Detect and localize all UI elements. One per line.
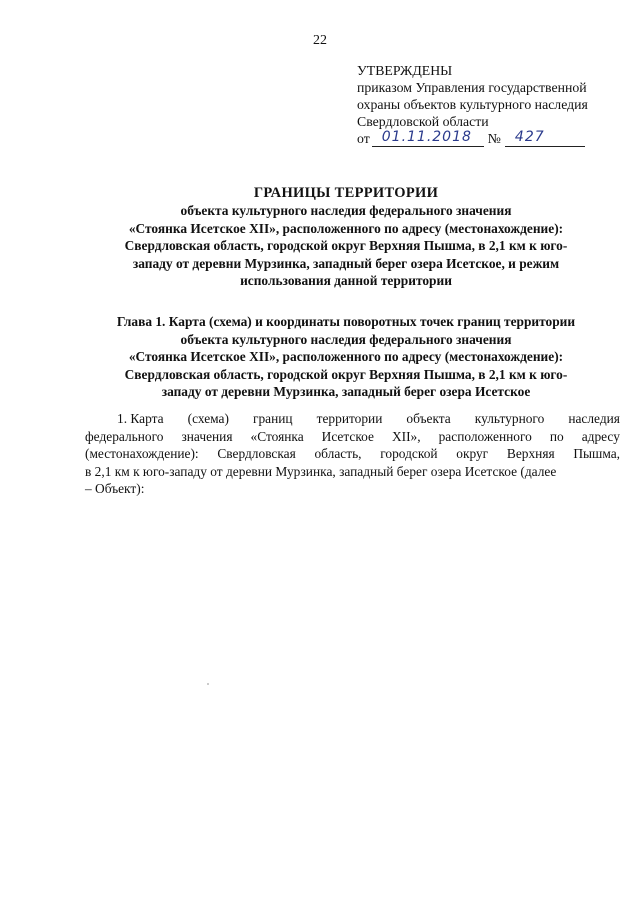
date-field xyxy=(372,130,484,147)
title-line: «Стоянка Исетское XII», расположенного по адресу (местонахождение): xyxy=(128,220,564,236)
word: округ xyxy=(456,446,489,461)
paragraph-line: – Объект): xyxy=(85,481,145,496)
approval-region-line: Свердловской области xyxy=(357,114,489,129)
word: расположенного xyxy=(438,428,532,444)
chapter-line: Глава 1. Карта (схема) и координаты поворотных точек границ территории xyxy=(116,314,576,329)
word: территории xyxy=(316,411,383,426)
chapter-heading xyxy=(72,313,620,401)
word: Свердловская xyxy=(217,446,296,461)
scan-speck xyxy=(207,683,209,685)
word: адресу xyxy=(581,428,620,444)
paragraph-line xyxy=(85,445,620,463)
from-label: от xyxy=(357,131,370,146)
approval-department-line: охраны объектов культурного наследия xyxy=(357,97,588,112)
chapter-line: Свердловская область, городской округ Верхняя Пышма, в 2,1 км к юго- xyxy=(124,366,568,382)
word: культурного xyxy=(474,411,545,426)
word: (схема) xyxy=(187,411,229,426)
word: область, xyxy=(314,446,362,461)
word: по xyxy=(549,428,564,444)
number-field xyxy=(505,130,585,147)
approval-order-line: приказом Управления государственной xyxy=(357,80,587,95)
approval-date-number-row xyxy=(357,130,627,147)
word: значения xyxy=(181,428,233,444)
title-line: использования данной территории xyxy=(240,273,452,288)
word: федерального xyxy=(85,428,164,444)
word: Верхняя xyxy=(506,446,555,461)
approval-heading: УТВЕРЖДЕНЫ xyxy=(357,63,453,78)
word: 1. Карта xyxy=(117,411,164,426)
document-title xyxy=(72,185,620,290)
paragraph-line: в 2,1 км к юго-западу от деревни Мурзинка, западный берег озера Исетское (далее xyxy=(85,463,557,479)
word: XII», xyxy=(391,428,421,444)
word: «Стоянка xyxy=(250,428,304,444)
handwritten-number: 427 xyxy=(514,129,545,145)
title-heading: ГРАНИЦЫ ТЕРРИТОРИИ xyxy=(253,185,439,201)
number-label: № xyxy=(487,131,501,146)
title-line: Свердловская область, городской округ Верхняя Пышма, в 2,1 км к юго- xyxy=(124,238,568,253)
word: наследия xyxy=(568,411,620,426)
paragraph-line xyxy=(85,428,620,446)
word: границ xyxy=(252,411,293,426)
word: объекта xyxy=(406,411,451,426)
word: городской xyxy=(380,446,438,461)
approval-stamp xyxy=(357,62,627,147)
chapter-line: объекта культурного наследия федерального значения xyxy=(180,331,512,347)
word: Исетское xyxy=(321,428,374,444)
paragraph-1 xyxy=(85,410,620,498)
title-line: западу от деревни Мурзинка, западный берег озера Исетское, и режим xyxy=(132,255,560,271)
title-line: объекта культурного наследия федерального значения xyxy=(180,203,512,218)
page-number: 22 xyxy=(313,33,327,48)
chapter-line: «Стоянка Исетское XII», расположенного по адресу (местонахождение): xyxy=(128,349,564,364)
paragraph-line xyxy=(85,410,620,428)
handwritten-date: 01.11.2018 xyxy=(381,129,472,145)
word: (местонахождение): xyxy=(85,446,199,461)
word: Пышма, xyxy=(573,446,620,461)
chapter-line: западу от деревни Мурзинка, западный берег озера Исетское xyxy=(161,384,531,399)
